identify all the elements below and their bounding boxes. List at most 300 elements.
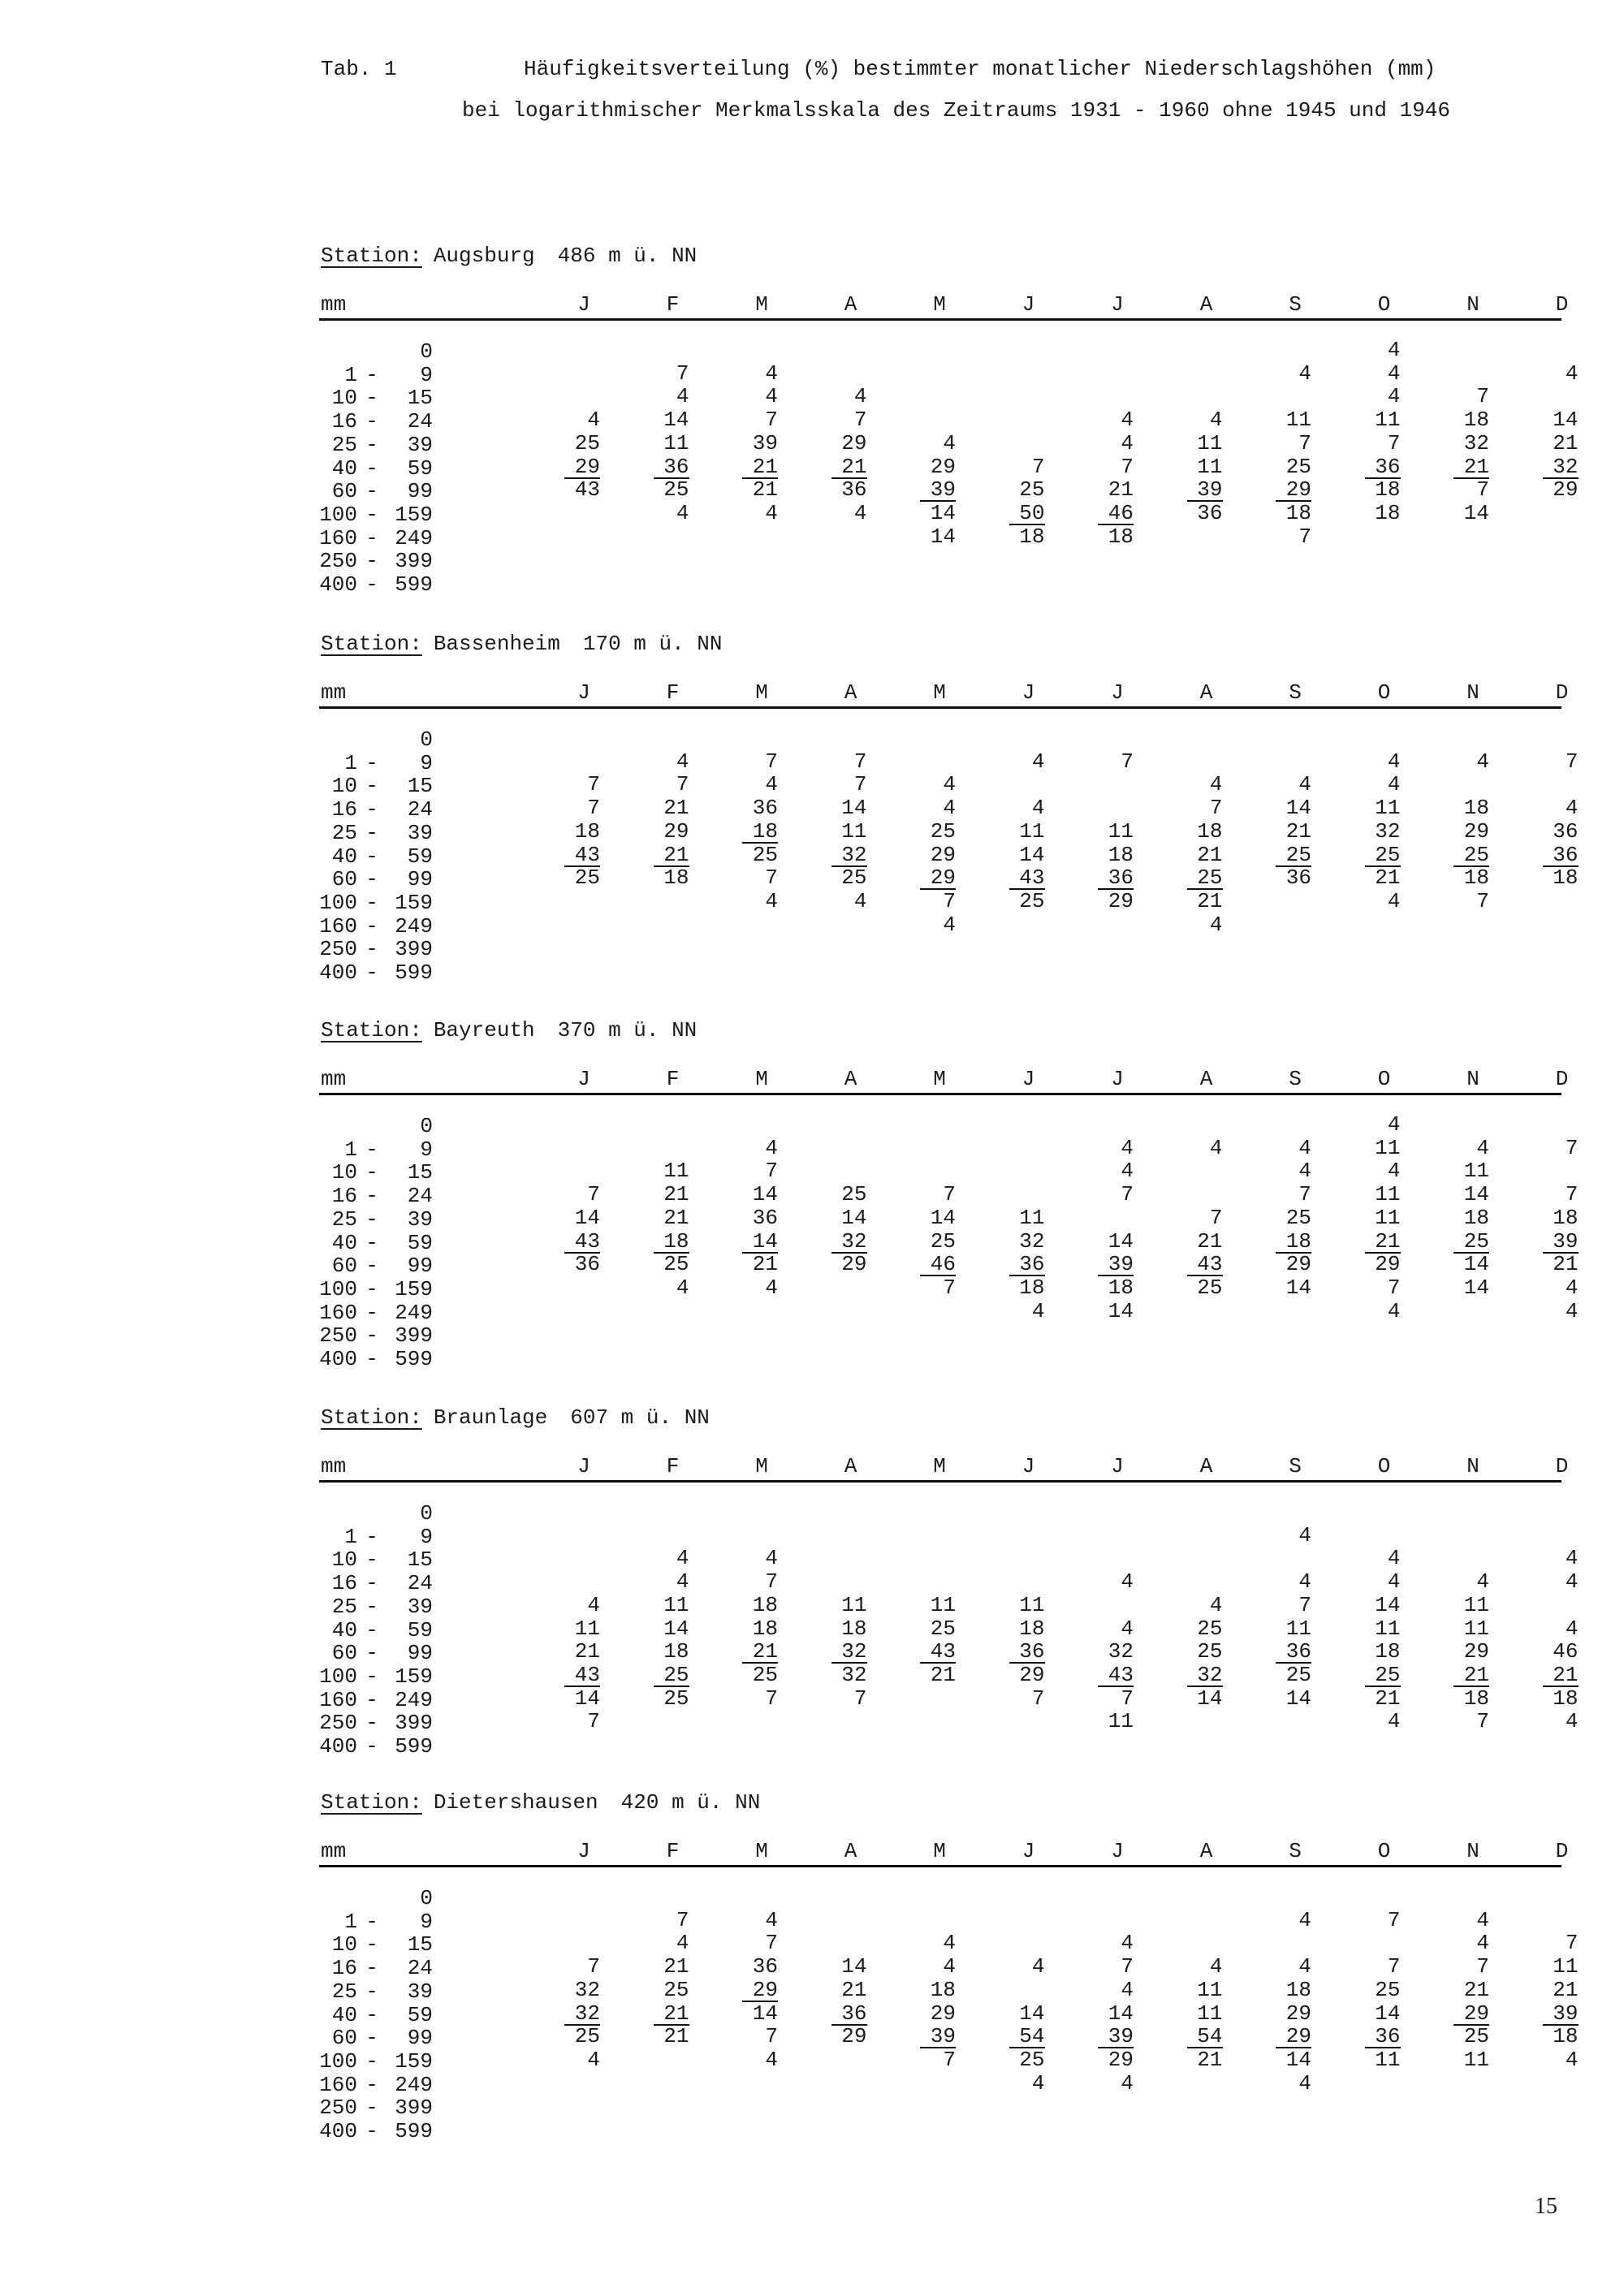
station-elevation: 370 m ü. NN [557, 1018, 698, 1042]
range-dash: - [365, 1932, 378, 1957]
table-cell: 29 [1108, 2047, 1134, 2072]
table-cell: 4 [1298, 772, 1311, 797]
table-cell: 25 [1285, 454, 1311, 479]
month-header: M [755, 1839, 768, 1863]
month-header: N [1466, 680, 1479, 705]
unit-header: mm [321, 1454, 347, 1478]
range-upper: 399 [395, 549, 433, 574]
month-header: M [755, 292, 768, 317]
table-cell: 7 [1031, 454, 1045, 479]
table-cell: 25 [752, 842, 778, 867]
station-name: Augsburg [433, 244, 535, 268]
table-cell: 7 [853, 1686, 867, 1711]
range-lower: 10 [331, 1932, 357, 1957]
range-upper: 24 [407, 797, 433, 822]
range-upper: 59 [407, 1617, 433, 1642]
range-upper: 39 [407, 1594, 433, 1619]
month-header: A [1199, 1839, 1213, 1863]
table-cell: 11 [1285, 408, 1311, 433]
range-upper: 9 [420, 362, 433, 387]
table-cell: 14 [663, 1616, 689, 1641]
range-lower: 25 [331, 1594, 357, 1619]
table-cell: 4 [765, 1546, 778, 1571]
range-upper: 249 [395, 1687, 433, 1712]
station-name: Braunlage [433, 1405, 548, 1430]
table-cell: 29 [930, 2001, 956, 2026]
table-cell: 36 [1553, 818, 1579, 844]
range-lower: 25 [331, 1206, 357, 1232]
unit-header: mm [321, 680, 347, 705]
table-cell: 18 [1019, 1275, 1045, 1300]
range-dash: - [365, 913, 378, 939]
table-cell: 4 [587, 408, 600, 433]
table-cell: 7 [765, 1569, 778, 1595]
range-dash: - [365, 1687, 378, 1712]
table-cell: 4 [765, 1135, 778, 1160]
range-upper: 0 [420, 1114, 433, 1138]
range-lower: 100 [319, 1664, 357, 1689]
table-cell: 4 [1121, 1569, 1134, 1595]
table-cell-median: 39 [1098, 2026, 1134, 2048]
table-cell: 4 [1209, 1135, 1223, 1160]
table-cell: 7 [765, 1931, 778, 1956]
table-cell: 21 [1197, 1228, 1223, 1254]
table-cell-median: 43 [564, 1231, 600, 1254]
table-cell: 25 [1463, 2024, 1489, 2049]
table-cell: 4 [1121, 1977, 1134, 2002]
month-header: J [577, 292, 590, 317]
range-upper: 99 [407, 1254, 433, 1279]
table-cell: 32 [1108, 1639, 1134, 1664]
table-cell: 18 [1285, 1977, 1311, 2002]
table-cell: 4 [1121, 1159, 1134, 1184]
month-header: J [1111, 1839, 1124, 1863]
table-cell: 29 [1285, 1252, 1311, 1277]
table-cell: 11 [1108, 818, 1134, 844]
range-upper: 0 [420, 1886, 433, 1910]
station-label: Station: [321, 1018, 422, 1042]
table-cell: 18 [1375, 500, 1401, 525]
range-upper: 39 [407, 1206, 433, 1232]
table-cell: 4 [1209, 912, 1223, 937]
month-header: M [933, 680, 946, 705]
range-lower: 1 [344, 1137, 357, 1162]
month-header: S [1289, 1839, 1302, 1863]
table-cell-median: 18 [1276, 1231, 1311, 1254]
range-upper: 59 [407, 2002, 433, 2027]
table-cell: 7 [1298, 1592, 1311, 1617]
table-cell: 4 [765, 384, 778, 409]
table-cell: 7 [943, 1275, 956, 1300]
range-lower: 160 [319, 1687, 357, 1712]
range-upper: 9 [420, 1524, 433, 1549]
table-cell: 21 [663, 1954, 689, 1979]
table-cell: 7 [1298, 1182, 1311, 1207]
table-cell: 25 [1197, 1275, 1223, 1300]
table-cell: 11 [1375, 796, 1401, 821]
range-upper: 159 [395, 890, 433, 915]
range-lower: 250 [319, 1711, 357, 1736]
month-header: A [844, 1454, 857, 1478]
range-lower: 160 [319, 2072, 357, 2097]
range-upper: 399 [395, 2096, 433, 2121]
table-cell: 18 [1019, 1616, 1045, 1641]
range-dash: - [365, 2048, 378, 2074]
range-lower: 1 [344, 1524, 357, 1549]
month-header: J [1021, 680, 1035, 705]
table-cell: 11 [1375, 1135, 1401, 1160]
table-cell: 4 [1387, 1546, 1401, 1571]
table-cell: 25 [574, 430, 600, 455]
table-cell: 7 [587, 1954, 600, 1979]
range-dash: - [365, 1979, 378, 2004]
station-table [0, 632, 1624, 1013]
table-cell: 4 [1298, 1569, 1311, 1595]
table-cell: 4 [676, 500, 689, 525]
range-upper: 399 [395, 1711, 433, 1736]
table-cell: 7 [676, 772, 689, 797]
table-cell: 14 [1553, 408, 1579, 433]
month-header: J [577, 1839, 590, 1863]
table-cell: 7 [1476, 888, 1489, 913]
month-header: D [1555, 1067, 1569, 1091]
table-title-line-1: Häufigkeitsverteilung (%) bestimmter monatlicher Niederschlagshöhen (mm) [524, 57, 1436, 81]
table-cell: 4 [1565, 1298, 1579, 1323]
month-header: F [666, 680, 680, 705]
range-upper: 159 [395, 1664, 433, 1689]
table-cell: 4 [1476, 1907, 1489, 1932]
table-cell: 25 [1197, 1639, 1223, 1664]
table-cell: 4 [1387, 360, 1401, 386]
table-cell: 29 [1285, 2001, 1311, 2026]
table-cell: 11 [841, 1592, 867, 1617]
table-cell: 14 [663, 408, 689, 433]
table-cell-median: 29 [742, 1979, 778, 2002]
table-cell: 7 [1298, 524, 1311, 549]
table-cell: 7 [765, 865, 778, 891]
station-table [0, 1790, 1624, 2172]
table-cell: 4 [765, 888, 778, 913]
range-upper: 249 [395, 1300, 433, 1325]
table-cell: 4 [676, 1569, 689, 1595]
table-cell: 25 [1375, 1977, 1401, 2002]
table-cell: 4 [943, 1954, 956, 1979]
table-cell: 18 [1197, 818, 1223, 844]
table-cell-median: 21 [654, 844, 689, 867]
range-upper: 39 [407, 820, 433, 845]
table-cell: 4 [1298, 360, 1311, 386]
table-cell: 25 [752, 1662, 778, 1687]
range-upper: 159 [395, 502, 433, 527]
table-cell: 29 [1375, 1252, 1401, 1277]
range-upper: 0 [420, 339, 433, 364]
table-number: Tab. 1 [321, 57, 397, 81]
table-cell: 25 [930, 1228, 956, 1254]
range-dash: - [365, 774, 378, 799]
range-lower: 10 [331, 774, 357, 799]
range-lower: 16 [331, 1571, 357, 1596]
table-cell: 18 [752, 1592, 778, 1617]
table-cell-median: 21 [1453, 456, 1489, 479]
table-cell: 29 [841, 2024, 867, 2049]
table-cell: 4 [1387, 1159, 1401, 1184]
range-upper: 24 [407, 1956, 433, 1981]
table-cell-median: 43 [564, 1664, 600, 1687]
table-cell: 36 [752, 796, 778, 821]
unit-header: mm [321, 292, 347, 317]
range-upper: 599 [395, 572, 433, 597]
table-cell: 7 [853, 408, 867, 433]
table-cell: 18 [1463, 865, 1489, 891]
table-cell: 14 [841, 796, 867, 821]
table-cell: 4 [943, 912, 956, 937]
table-cell: 14 [930, 524, 956, 549]
range-dash: - [365, 1347, 378, 1371]
table-cell: 4 [1476, 1569, 1489, 1595]
month-header: M [755, 680, 768, 705]
month-header: J [1111, 1454, 1124, 1478]
table-cell: 4 [765, 360, 778, 386]
table-cell: 32 [1375, 818, 1401, 844]
table-cell: 4 [1298, 1907, 1311, 1932]
range-dash: - [365, 867, 378, 892]
month-header: A [1199, 292, 1213, 317]
month-header: F [666, 1067, 680, 1091]
range-lower: 250 [319, 549, 357, 574]
table-cell: 7 [1476, 384, 1489, 409]
range-lower: 400 [319, 2119, 357, 2143]
range-dash: - [365, 362, 378, 387]
table-cell: 4 [765, 1907, 778, 1932]
month-header: A [844, 1067, 857, 1091]
table-cell: 18 [1553, 1205, 1579, 1230]
table-cell: 4 [765, 500, 778, 525]
range-dash: - [365, 2119, 378, 2143]
range-upper: 159 [395, 1276, 433, 1301]
table-cell: 25 [574, 865, 600, 891]
table-cell: 14 [1463, 1252, 1489, 1277]
table-cell: 4 [853, 384, 867, 409]
table-cell: 11 [1375, 1205, 1401, 1230]
range-dash: - [365, 1230, 378, 1255]
table-cell: 21 [1553, 1252, 1579, 1277]
table-cell: 4 [1121, 1616, 1134, 1641]
table-cell-median: 36 [654, 456, 689, 479]
table-cell: 7 [853, 749, 867, 774]
table-cell: 7 [1476, 1954, 1489, 1979]
table-cell: 4 [1387, 749, 1401, 774]
table-cell-median: 14 [742, 1231, 778, 1254]
range-lower: 25 [331, 820, 357, 845]
header-rule-divider [319, 706, 1561, 709]
range-upper: 15 [407, 386, 433, 411]
table-cell: 43 [574, 477, 600, 503]
table-cell: 4 [1565, 1709, 1579, 1734]
table-cell: 14 [574, 1686, 600, 1711]
table-cell-median: 36 [1276, 1641, 1311, 1664]
month-header: S [1289, 1454, 1302, 1478]
table-cell: 29 [1108, 888, 1134, 913]
range-lower: 40 [331, 844, 357, 869]
table-cell: 25 [663, 1686, 689, 1711]
table-cell-median: 29 [564, 456, 600, 479]
table-cell-median: 36 [1009, 1641, 1045, 1664]
table-cell: 21 [930, 1662, 956, 1687]
table-cell-median: 39 [1543, 1231, 1579, 1254]
table-cell: 14 [752, 2001, 778, 2026]
range-dash: - [365, 820, 378, 845]
table-cell: 7 [943, 888, 956, 913]
table-cell: 4 [943, 772, 956, 797]
table-cell-median: 46 [920, 1254, 956, 1276]
station-title [321, 1405, 710, 1430]
range-upper: 15 [407, 1932, 433, 1957]
range-dash: - [365, 1276, 378, 1301]
table-cell: 4 [1298, 1954, 1311, 1979]
table-cell: 18 [1375, 1639, 1401, 1664]
range-dash: - [365, 1711, 378, 1736]
month-header: O [1377, 1839, 1391, 1863]
table-cell: 4 [853, 888, 867, 913]
range-dash: - [365, 1594, 378, 1619]
table-cell-median: 36 [1365, 2026, 1401, 2048]
table-cell: 4 [765, 772, 778, 797]
range-dash: - [365, 797, 378, 822]
table-cell-median: 32 [831, 1231, 867, 1254]
table-cell: 4 [676, 1931, 689, 1956]
table-cell: 4 [1387, 772, 1401, 797]
station-label: Station: [321, 1790, 422, 1815]
table-cell: 25 [663, 1252, 689, 1277]
table-cell: 4 [943, 796, 956, 821]
range-lower: 1 [344, 750, 357, 775]
station-table [0, 244, 1624, 625]
table-cell-median: 18 [742, 821, 778, 844]
header-rule-divider [319, 1093, 1561, 1095]
table-cell: 21 [1553, 430, 1579, 455]
table-cell: 11 [1285, 1616, 1311, 1641]
table-cell: 11 [1108, 1709, 1134, 1734]
table-cell: 25 [930, 818, 956, 844]
range-lower: 10 [331, 386, 357, 411]
range-lower: 40 [331, 1230, 357, 1255]
table-cell: 14 [841, 1954, 867, 1979]
range-upper: 59 [407, 844, 433, 869]
table-cell: 4 [1476, 1931, 1489, 1956]
table-cell: 4 [676, 1275, 689, 1300]
header-rule-divider [319, 318, 1561, 321]
table-cell: 4 [1298, 1522, 1311, 1547]
range-dash: - [365, 1956, 378, 1981]
table-cell: 21 [1285, 818, 1311, 844]
table-cell: 4 [1565, 1275, 1579, 1300]
table-cell: 4 [1565, 796, 1579, 821]
table-cell: 21 [1108, 477, 1134, 503]
range-upper: 249 [395, 2072, 433, 2097]
table-cell: 11 [1375, 1616, 1401, 1641]
range-lower: 400 [319, 1347, 357, 1371]
month-header: D [1555, 1839, 1569, 1863]
month-header: S [1289, 680, 1302, 705]
table-cell: 4 [1209, 1954, 1223, 1979]
month-header: A [844, 292, 857, 317]
table-cell: 25 [1197, 1616, 1223, 1641]
table-cell: 7 [1031, 1686, 1045, 1711]
table-cell: 4 [1565, 2047, 1579, 2072]
range-lower: 60 [331, 1641, 357, 1666]
header-rule-divider [319, 1480, 1561, 1483]
table-cell: 4 [1387, 384, 1401, 409]
table-cell: 21 [1463, 1977, 1489, 2002]
range-upper: 15 [407, 1160, 433, 1185]
table-cell: 18 [930, 1977, 956, 2002]
table-cell: 14 [930, 500, 956, 525]
table-cell-median: 54 [1009, 2026, 1045, 2048]
table-cell: 18 [1108, 524, 1134, 549]
table-cell: 32 [841, 1662, 867, 1687]
table-cell: 18 [841, 1616, 867, 1641]
range-upper: 15 [407, 774, 433, 799]
range-lower: 250 [319, 937, 357, 962]
table-cell: 11 [1463, 1616, 1489, 1641]
month-header: J [1111, 1067, 1124, 1091]
range-upper: 39 [407, 432, 433, 457]
month-header: N [1466, 1839, 1479, 1863]
range-dash: - [365, 1137, 378, 1162]
table-cell: 4 [1121, 2070, 1134, 2096]
month-header: J [577, 680, 590, 705]
range-dash: - [365, 960, 378, 985]
table-cell-median: 36 [1365, 456, 1401, 479]
table-cell: 7 [765, 1159, 778, 1184]
month-header: N [1466, 1067, 1479, 1091]
table-cell-median: 43 [1187, 1254, 1223, 1276]
range-dash: - [365, 937, 378, 962]
range-dash: - [365, 1617, 378, 1642]
table-cell: 4 [1387, 888, 1401, 913]
table-cell: 7 [765, 408, 778, 433]
table-cell: 7 [1121, 1954, 1134, 1979]
station-table [0, 1405, 1624, 1787]
range-dash: - [365, 502, 378, 527]
table-cell-median: 32 [831, 1641, 867, 1664]
range-upper: 99 [407, 867, 433, 892]
table-cell: 21 [1197, 2047, 1223, 2072]
month-header: A [844, 680, 857, 705]
unit-header: mm [321, 1839, 347, 1863]
table-cell: 11 [1019, 1592, 1045, 1617]
table-cell: 4 [1387, 1112, 1401, 1137]
month-header: M [933, 1067, 946, 1091]
range-lower: 1 [344, 362, 357, 387]
station-title [321, 244, 697, 268]
month-header: D [1555, 1454, 1569, 1478]
month-header: F [666, 1839, 680, 1863]
table-cell: 4 [587, 2047, 600, 2072]
range-dash: - [365, 386, 378, 411]
station-label: Station: [321, 244, 422, 268]
table-cell: 14 [1375, 2001, 1401, 2026]
month-header: O [1377, 292, 1391, 317]
table-cell: 4 [1031, 796, 1045, 821]
range-upper: 599 [395, 960, 433, 985]
table-cell-median: 25 [1187, 867, 1223, 890]
month-header: J [1111, 292, 1124, 317]
range-lower: 25 [331, 432, 357, 457]
range-lower: 40 [331, 2002, 357, 2027]
table-cell: 29 [1019, 1662, 1045, 1687]
range-lower: 10 [331, 1547, 357, 1573]
